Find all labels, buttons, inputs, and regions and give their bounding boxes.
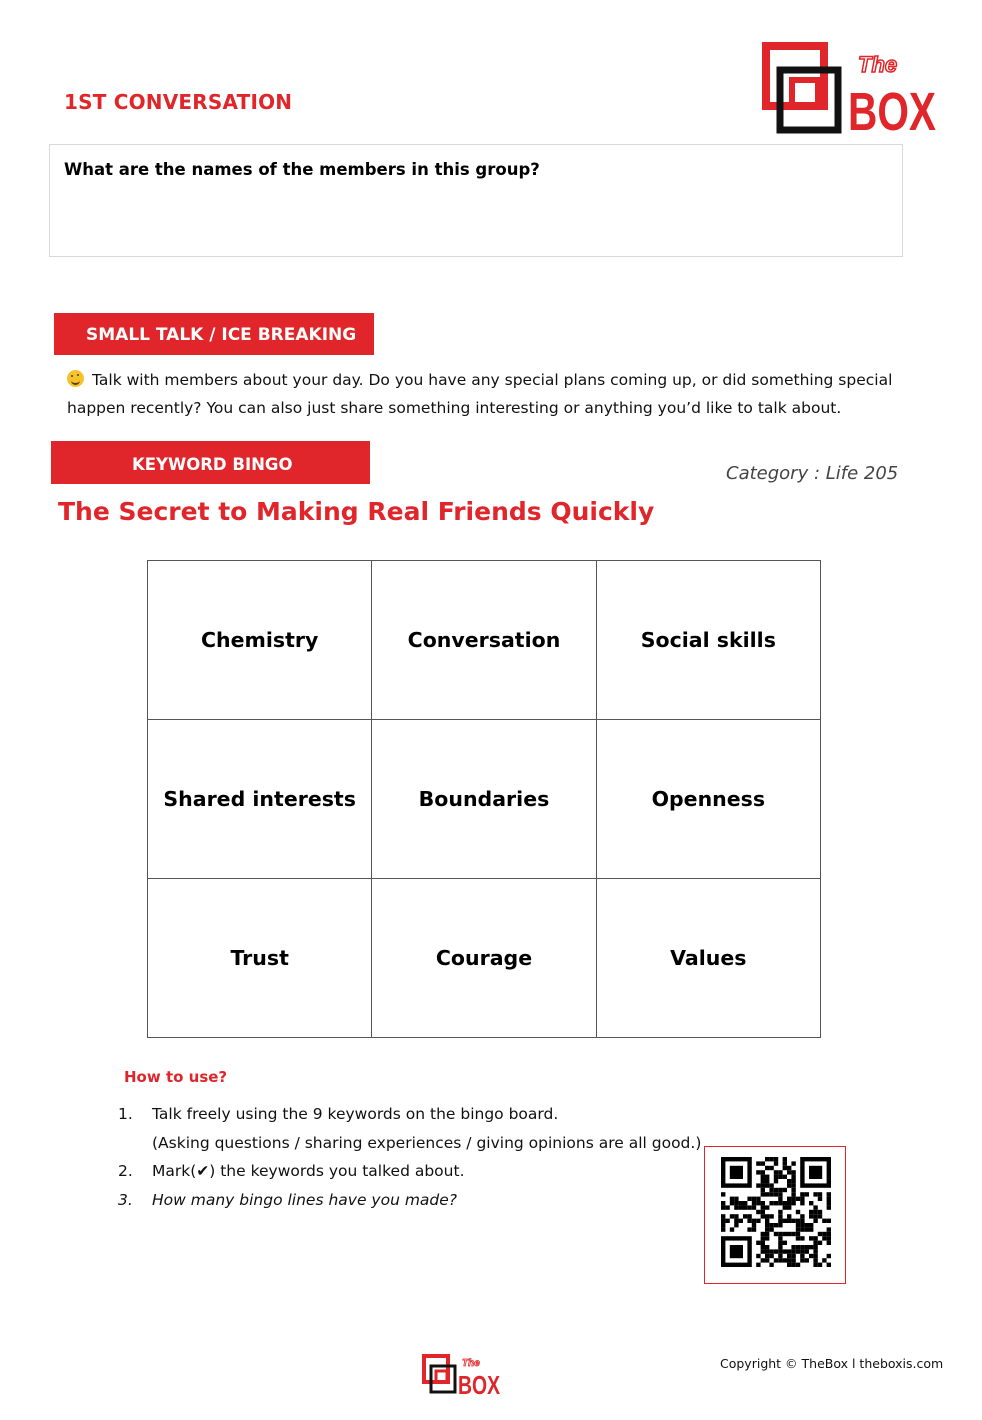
step-text: How many bingo lines have you made? [152, 1190, 458, 1209]
step-number: 2. [118, 1162, 133, 1180]
keyword-bingo-banner: KEYWORD BINGO [51, 441, 370, 484]
bingo-cell[interactable]: Openness [596, 720, 820, 879]
bingo-cell[interactable]: Boundaries [372, 720, 596, 879]
step-text: Mark(✔) the keywords you talked about. [152, 1162, 465, 1180]
question-text: What are the names of the members in this group? [64, 160, 540, 179]
small-talk-banner: SMALL TALK / ICE BREAKING [54, 313, 374, 355]
bingo-cell[interactable]: Values [596, 879, 820, 1038]
step-item [118, 1129, 701, 1158]
section-title: 1ST CONVERSATION [64, 90, 293, 114]
qr-code-frame [704, 1146, 846, 1284]
logo-top-word: The [858, 52, 898, 77]
bingo-cell[interactable]: Courage [372, 879, 596, 1038]
bingo-row [148, 879, 821, 1038]
question-box[interactable] [49, 144, 903, 257]
step-item [118, 1100, 701, 1129]
footer-logo-top-word: The [462, 1358, 480, 1369]
bingo-cell[interactable]: Social skills [596, 561, 820, 720]
small-talk-text [67, 366, 897, 422]
bingo-row [148, 561, 821, 720]
bingo-row [148, 720, 821, 879]
qr-code[interactable] [721, 1157, 831, 1267]
step-number: 1. [118, 1105, 133, 1123]
footer-logo-main-word: BOX [458, 1370, 501, 1400]
thebox-logo [762, 44, 938, 142]
step-number [118, 1129, 152, 1158]
step-text: Talk freely using the 9 keywords on the bingo board. [152, 1105, 559, 1123]
bingo-cell[interactable]: Chemistry [148, 561, 372, 720]
bingo-board [147, 560, 821, 1038]
category-label: Category : Life 205 [726, 463, 899, 484]
bingo-cell[interactable]: Shared interests [148, 720, 372, 879]
step-text: (Asking questions / sharing experiences / giving opinions are all good.) [152, 1133, 702, 1152]
logo-main-word: BOX [848, 82, 936, 142]
bingo-cell[interactable]: Trust [148, 879, 372, 1038]
step-item [118, 1186, 701, 1215]
copyright-text: Copyright © TheBox l theboxis.com [720, 1356, 944, 1371]
small-talk-line-1: Talk with members about your day. Do you have any special plans coming up, or did something special [92, 371, 893, 389]
winking-face-icon [67, 370, 84, 387]
step-item [118, 1157, 701, 1186]
how-to-steps [118, 1100, 701, 1214]
thebox-logo-footer [422, 1354, 502, 1400]
small-talk-line-2: happen recently? You can also just share something interesting or anything you’d like to talk about. [67, 399, 842, 417]
step-number: 3. [118, 1190, 133, 1209]
how-to-title: How to use? [124, 1068, 228, 1086]
bingo-title: The Secret to Making Real Friends Quickly [58, 497, 655, 526]
bingo-cell[interactable]: Conversation [372, 561, 596, 720]
